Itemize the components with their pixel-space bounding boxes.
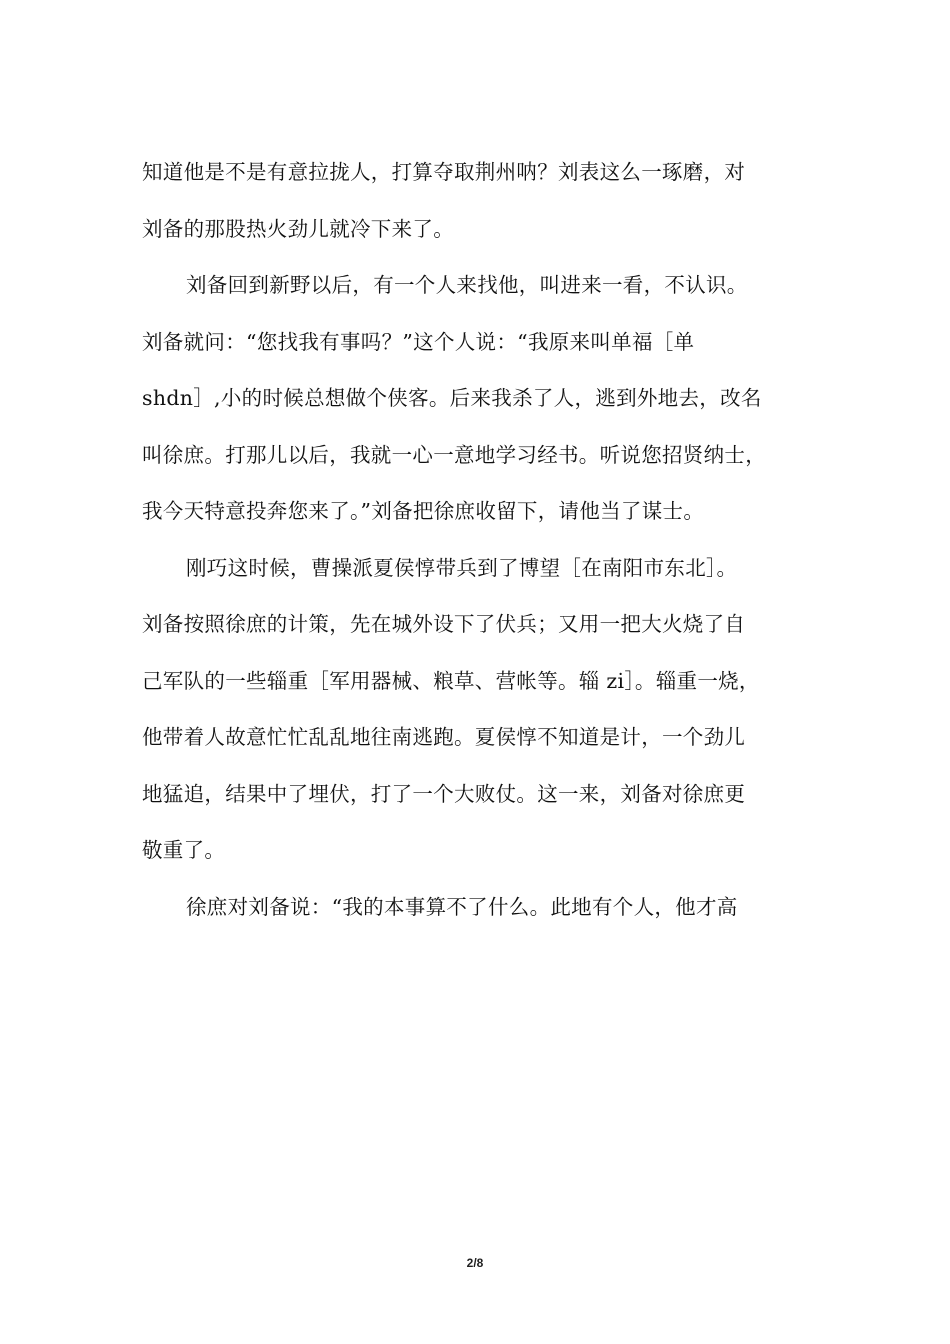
text-line-1: 知道他是不是有意拉拢人，打算夺取荆州呐？刘表这么一琢磨，对 (142, 160, 746, 184)
text-line-8: 刚巧这时候，曹操派夏侯惇带兵到了博望［在南阳市东北］。 (186, 555, 738, 580)
text-line-6: 叫徐庶。打那儿以后，我就一心一意地学习经书。听说您招贤纳士， (142, 442, 766, 467)
text-line-11: 他带着人故意忙忙乱乱地往南逃跑。夏侯惇不知道是计，一个劲儿 (142, 725, 746, 749)
text-line-4: 刘备就问：“您找我有事吗？”这个人说：“我原来叫单福［单 (142, 329, 695, 354)
text-line-7: 我今天特意投奔您来了。”刘备把徐庶收留下，请他当了谋士。 (142, 499, 705, 523)
text-line-14: 徐庶对刘备说：“我的本事算不了什么。此地有个人，他才高 (186, 894, 738, 919)
text-line-2: 刘备的那股热火劲儿就冷下来了。 (142, 216, 454, 241)
text-line-3: 刘备回到新野以后，有一个人来找他，叫进来一看，不认识。 (186, 273, 748, 297)
body-text (142, 144, 812, 935)
text-line-10: 己军队的一些辎重［军用器械、粮草、营帐等。辎 zi］。辎重一烧， (142, 668, 760, 693)
page-number: 2/8 (466, 1256, 484, 1270)
text-line-9: 刘备按照徐庶的计策，先在城外设下了伏兵；又用一把大火烧了自 (142, 612, 746, 636)
text-line-5: shdn］,小的时候总想做个侠客。后来我杀了人，逃到外地去，改名 (142, 386, 762, 410)
text-line-13: 敬重了。 (142, 838, 226, 862)
text-line-12: 地猛追，结果中了埋伏，打了一个大败仗。这一来，刘备对徐庶更 (142, 781, 746, 806)
